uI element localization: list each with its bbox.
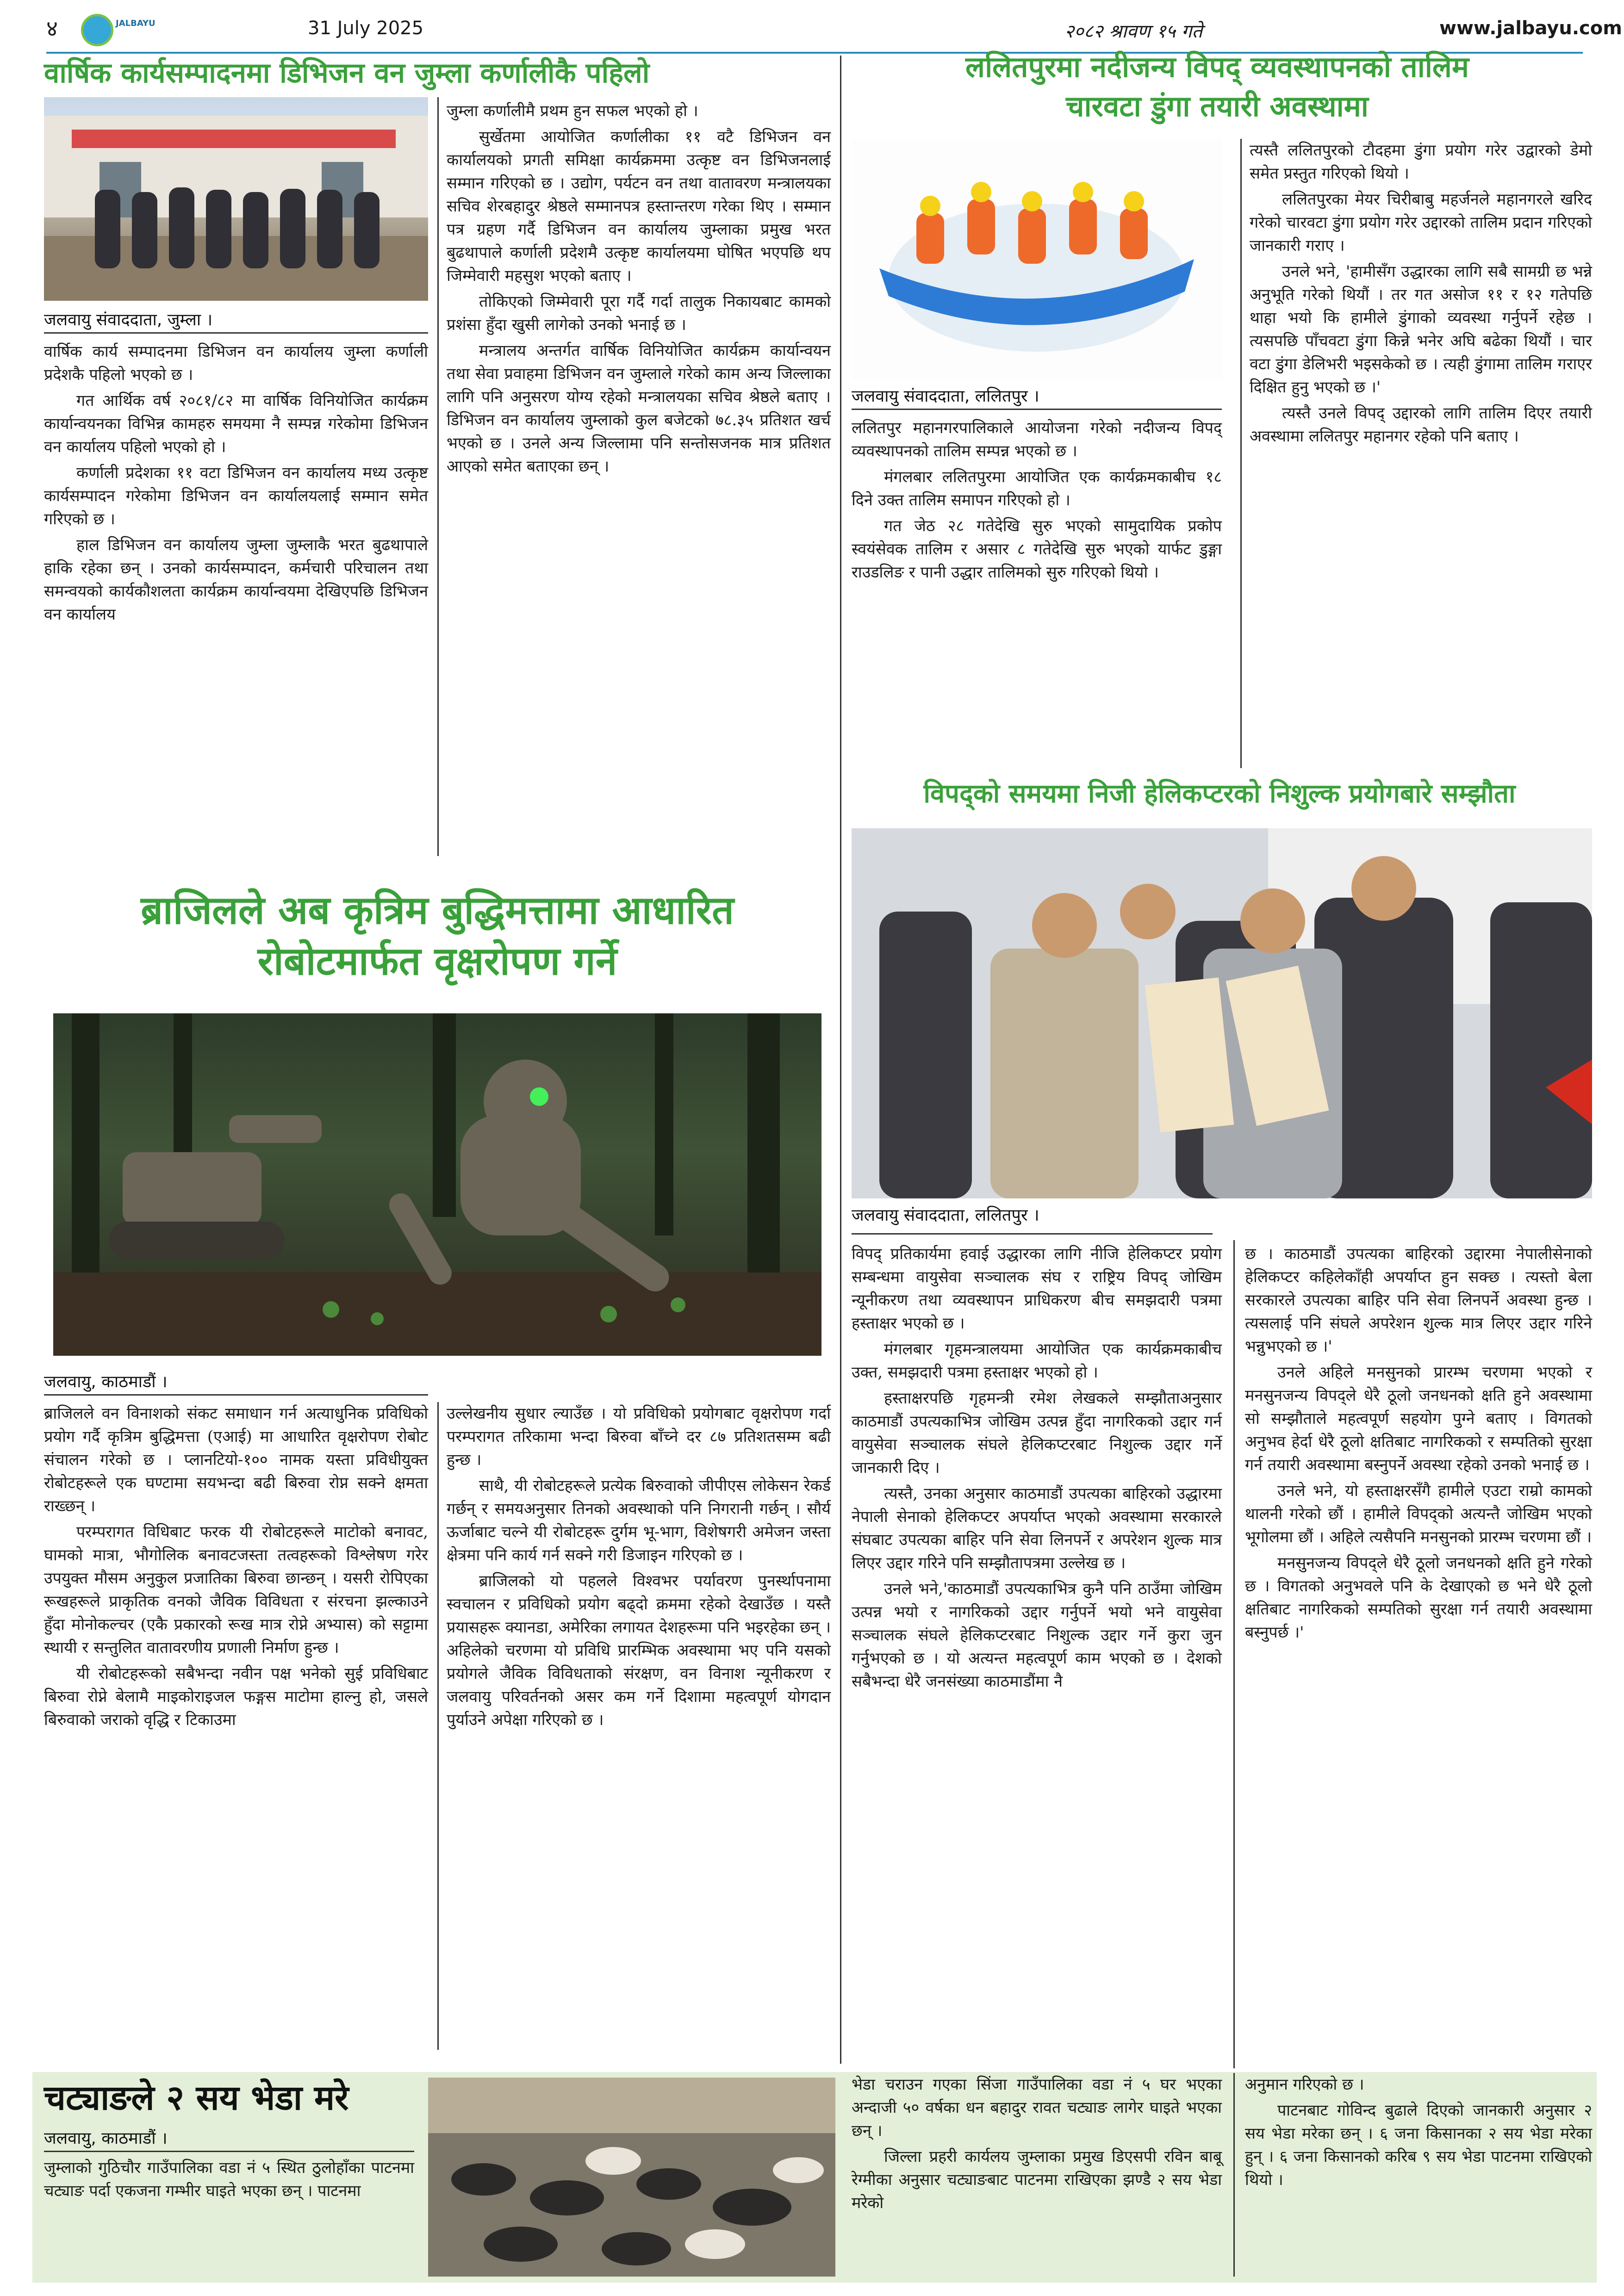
paragraph: छ । काठमाडौं उपत्यका बाहिरको उद्दारमा नेपालीसेनाको हेलिकप्टर कहिलेकाँही अपर्याप्त हुन सक्छ । त्यस्तो बेला सरकारले उपत्यका बाहिर पनि सेवा लिनपर्ने अवस्था हुन्छ । त्यसलाई पनि संघले अपरेशन शुल्क मात्र लिएर उद्दार गरिने भन्नुभएको छ ।' bbox=[1245, 1245, 1592, 1356]
paragraph: मनसुनजन्य विपद्ले धेरै ठूलो जनधनको क्षति हुने गरेको छ । विगतको अनुभवले पनि के देखाएको छ भने धेरै ठूलो क्षतिबाट नागरिकको सम्पतिको सुरक्षा गर्न तयारी अवस्थामा बस्नुपर्छ ।' bbox=[1245, 1554, 1592, 1642]
paragraph: कर्णाली प्रदेशका ११ वटा डिभिजन वन कार्यालय मध्य उत्कृष्ट कार्यसम्पादन गरेकोमा डिभिजन वन कार्यालयलाई सम्मान समेत गरिएको छ । bbox=[44, 464, 428, 528]
paragraph: अनुमान गरिएको छ । bbox=[1245, 2075, 1364, 2094]
page-number: ४ bbox=[46, 16, 58, 42]
date-en: 31 July 2025 bbox=[308, 18, 424, 39]
jalbayu-logo-icon bbox=[81, 14, 113, 46]
article1-col1 bbox=[44, 340, 428, 629]
paragraph: त्यस्तै, उनका अनुसार काठमाडौं उपत्यका बाहिरको उद्धारमा नेपाली सेनाको हेलिकप्टर अपर्याप्त भएको अवस्थामा सरकारले संघबाट उपत्यका बाहिर पनि सेवा लिनपर्ने र अपरेशन शुल्क मात्र लिएर उद्दार गरिने पनि सम्झौतापत्रमा उल्लेख छ । bbox=[852, 1484, 1222, 1572]
paragraph: उनले भने, यो हस्ताक्षरसँगै हामीले एउटा राम्रो कामको थालनी गरेको छौं । हामीले विपद्को अत्यन्तै जोखिम भएको भूगोलमा छौं । अहिले त्यसैपनि मनसुनको प्रारम्भ चरणमा छौं । bbox=[1245, 1482, 1592, 1546]
article1-col2 bbox=[447, 99, 831, 481]
article5-col1 bbox=[44, 2156, 414, 2205]
article4-byline: जलवायु, काठमाडौं । bbox=[44, 1370, 428, 1396]
paragraph: जिल्ला प्रहरी कार्यलय जुम्लाका प्रमुख डिएसपी रविन बाबू रेग्मीका अनुसार चट्याङबाट पाटनमा राखिएका झण्डै २ सय भेडा मरेको bbox=[852, 2147, 1222, 2212]
paragraph: उनले भने, 'हामीसँग उद्धारका लागि सबै सामग्री छ भन्ने अनुभूति गरेको थियौं । तर गत असोज ११ र १२ गतेपछि थाहा भयो कि हामीले डुंगाको व्यवस्था गर्नुपर्ने रहेछ । त्यसपछि पाँचवटा डुंगा किन्ने भनेर अघि बढेका थियौं । चार वटा डुंगा डेलिभरी भइसकेको छ । त्यही डुंगामा तालिम गराएर दिक्षित हुनु भएको छ ।' bbox=[1250, 262, 1592, 397]
article5-byline: जलवायु, काठमाडौं । bbox=[44, 2126, 414, 2152]
paragraph: उनले भने,'काठमाडौं उपत्यकाभित्र कुनै पनि ठाउँमा जोखिम उत्पन्न भयो र नागरिकको उद्दार गर्नुपर्ने भयो भने वायुसेवा सञ्चालक संघले हेलिकप्टरबाट निशुल्क उद्दार गर्ने कुरा जुन गर्नुभएको छ । यो अत्यन्त महत्वपूर्ण काम भएको छ । देशको सबैभन्दा धेरै जनसंख्या काठमाडौंमा नै bbox=[852, 1580, 1222, 1691]
article5-title: चट्याङले २ सय भेडा मरे bbox=[44, 2078, 349, 2118]
paragraph: यी रोबोटहरूको सबैभन्दा नवीन पक्ष भनेको सुई प्रविधिबाट बिरुवा रोप्ने बेलामै माइकोराइजल फङ्गस माटोमा हाल्नु हो, जसले बिरुवाको जराको वृद्धि र टिकाउमा bbox=[44, 1664, 428, 1729]
paragraph: ब्राजिलको यो पहलले विश्वभर पर्यावरण पुनर्स्थापनामा स्वचालन र प्रविधिको प्रयोग बढ्दो क्रममा रहेको देखाउँछ । यस्तै प्रयासहरू क्यानडा, अमेरिका लगायत देशहरूमा पनि भइरहेका छन् । अहिलेको चरणमा यो प्रविधि प्रारम्भिक अवस्थामा भए पनि यसको प्रयोगले जैविक विविधताको संरक्षण, वन विनाश न्यूनीकरण र जलवायु परिवर्तनको असर कम गर्ने दिशामा महत्वपूर्ण योगदान पुर्याउने अपेक्षा गरिएको छ । bbox=[447, 1572, 831, 1729]
byline-rule bbox=[852, 1233, 1213, 1235]
article3-photo bbox=[852, 828, 1592, 1198]
paragraph: भेडा चराउन गएका सिंजा गाउँपालिका वडा नं ५ घर भएका अन्दाजी ५० वर्षका धन बहादुर रावत चट्याङ लागेर घाइते भएका छन् । bbox=[852, 2075, 1222, 2140]
paragraph: गत आर्थिक वर्ष २०८१/८२ मा वार्षिक विनियोजित कार्यक्रम कार्यान्वयनका विभिन्न कामहरु समयमा नै सम्पन्न गरेकोमा डिभिजन वन कार्यालय पहिलो भएको हो । bbox=[44, 391, 428, 456]
paragraph: तोकिएको जिम्मेवारी पूरा गर्दै गर्दा तालुक निकायबाट कामको प्रशंसा हुँदा खुसी लागेको उनको भनाई छ । bbox=[447, 292, 831, 334]
article4-photo bbox=[53, 1013, 821, 1356]
paragraph: ललितपुरका मेयर चिरीबाबु महर्जनले महानगरले खरिद गरेको चारवटा डुंगा प्रयोग गरेर उद्दारको तालिम प्रदान गरिएको जानकारी गराए । bbox=[1250, 190, 1592, 255]
logo-text: JALBAYU bbox=[116, 19, 156, 28]
paragraph: सुर्खेतमा आयोजित कर्णालीका ११ वटै डिभिजन वन कार्यालयको प्रगती समिक्षा कार्यक्रममा उत्कृष्ट वन डिभिजनलाई सम्मान गरिएको छ । उद्योग, पर्यटन वन तथा वातावरण मन्त्रालयका सचिव शेरबहादुर श्रेष्ठले सम्मानपत्र हस्तान्तरण गरेका थिए । सम्मान पत्र ग्रहण गर्दै डिभिजन वन कार्यालय जुम्लाका प्रमुख भरत बुढथापाले कर्णाली प्रदेशमै उत्कृष्ट कार्यालयमा घोषित भएपछि थप जिम्मेवारी महसुश भएको बताए । bbox=[447, 128, 831, 285]
article3-col2 bbox=[1245, 1242, 1592, 1647]
article4-col1 bbox=[44, 1402, 428, 1734]
paragraph: वार्षिक कार्य सम्पादनमा डिभिजन वन कार्यालय जुम्ला कर्णाली प्रदेशकै पहिलो भएको छ । bbox=[44, 342, 428, 384]
paragraph: उल्लेखनीय सुधार ल्याउँछ । यो प्रविधिको प्रयोगबाट वृक्षरोपण गर्दा परम्परागत तरिकामा भन्दा बिरुवा बाँच्ने दर ८७ प्रतिशतसम्म बढी हुन्छ । bbox=[447, 1404, 831, 1469]
section-rule bbox=[840, 56, 841, 2064]
column-rule bbox=[1233, 1240, 1235, 2068]
column-rule bbox=[1233, 2073, 1235, 2277]
article5-col3 bbox=[1245, 2073, 1592, 2194]
paragraph: पाटनबाट गोविन्द बुढाले दिएको जानकारी अनुसार २ सय भेडा मरेका छन् । ६ जना किसानका २ सय भेडा मरेका हुन् । ६ जना किसानको करिब ९ सय भेडा पाटनमा राखिएको थियो । bbox=[1245, 2101, 1592, 2189]
column-rule bbox=[437, 1402, 439, 2050]
article2-title-line2: चारवटा डुंगा तयारी अवस्थामा bbox=[1066, 89, 1369, 123]
paragraph: त्यस्तै उनले विपद् उद्दारको लागि तालिम दिएर तयारी अवस्थामा ललितपुर महानगर रहेको पनि बताए । bbox=[1250, 404, 1592, 446]
article2-title-line1: ललितपुरमा नदीजन्य विपद् व्यवस्थापनको तालिम bbox=[965, 50, 1469, 84]
paragraph: परम्परागत विधिबाट फरक यी रोबोटहरूले माटोको बनावट, घामको मात्रा, भौगोलिक बनावटजस्ता तत्वहरूको विश्लेषण गरेर उपयुक्त मौसम अनुकुल प्रजातिका बिरुवा छान्छन् । यसरी रोपिएका रूखहरूले प्राकृतिक वनको जैविक विविधता र संरचना झल्काउने हुँदा मोनोकल्चर (एकै प्रकारको रूख मात्र रोप्ने अभ्यास) को सट्टामा स्थायी र सन्तुलित वातावरणीय प्रणाली निर्माण हुन्छ । bbox=[44, 1523, 428, 1657]
article3-col1 bbox=[852, 1242, 1222, 1696]
article5-col2 bbox=[852, 2073, 1222, 2217]
paragraph: मन्त्रालय अन्तर्गत वार्षिक विनियोजित कार्यक्रम कार्यान्वयन तथा सेवा प्रवाहमा डिभिजन वन जुम्लाले गरेको काम अन्य जिल्लाका लागि पनि अनुसरण योग्य रहेको मन्त्रालयका सचिव श्रेष्ठले बताए । डिभिजन वन कार्यालय जुम्लाको कुल बजेटको ७८.३५ प्रतिशत खर्च भएको छ । उनले अन्य जिल्लामा पनि सन्तोसजनक मात्र प्रतिशत आएको समेत बताएका छन् । bbox=[447, 341, 831, 476]
article2-photo bbox=[852, 139, 1222, 379]
paragraph: हाल डिभिजन वन कार्यालय जुम्ला जुम्लाकै भरत बुढथापाले हाकि रहेका छन् । उनको कार्यसम्पादन, कर्मचारी परिचालन तथा समन्वयको कार्यकौशलता कार्यक्रम कार्यान्वयमा देखिएपछि डिभिजन वन कार्यालय bbox=[44, 536, 428, 624]
article3-title: विपद्को समयमा निजी हेलिकप्टरको निशुल्क प्रयोगबारे सम्झौता bbox=[923, 779, 1516, 809]
date-np: २०८२ श्रावण १५ गते bbox=[1064, 21, 1203, 42]
article2-col1 bbox=[852, 416, 1222, 587]
website[interactable]: www.jalbayu.com bbox=[1439, 18, 1622, 39]
article4-title-line1: ब्राजिलले अब कृत्रिम बुद्धिमत्तामा आधारित bbox=[141, 887, 734, 933]
paragraph: त्यस्तै ललितपुरको टौदहमा डुंगा प्रयोग गरेर उद्वारको डेमो समेत प्रस्तुत गरिएको थियो । bbox=[1250, 141, 1592, 183]
article3-byline: जलवायु संवाददाता, ललितपुर । bbox=[852, 1206, 1039, 1225]
article2-byline: जलवायु संवाददाता, ललितपुर । bbox=[852, 384, 1222, 410]
paragraph: साथै, यी रोबोटहरूले प्रत्येक बिरुवाको जीपीएस लोकेसन रेकर्ड गर्छन् र समयअनुसार तिनको अवस्थाको पनि निगरानी गर्छन् । सौर्य ऊर्जाबाट चल्ने यी रोबोटहरू दुर्गम भू-भाग, विशेषगरी अमेजन जस्ता क्षेत्रमा पनि कार्य गर्न सक्ने गरी डिजाइन गरिएको छ । bbox=[447, 1477, 831, 1564]
paragraph: गत जेठ २८ गतेदेखि सुरु भएको सामुदायिक प्रकोप स्वयंसेवक तालिम र असार ८ गतेदेखि सुरु भएको यार्फट डुङ्गा राउडलिङ र पानी उद्धार तालिमको सुरु गरिएको थियो । bbox=[852, 517, 1222, 582]
article4-col2 bbox=[447, 1402, 831, 1734]
paragraph: हस्ताक्षरपछि गृहमन्त्री रमेश लेखकले सम्झौताअनुसार काठमाडौं उपत्यकाभित्र जोखिम उत्पन्न हुँदा नागरिकको उद्दार गर्न वायुसेवा सञ्चालक संघले हेलिकप्टरबाट निशुल्क उद्दार गर्ने जानकारी दिए । bbox=[852, 1389, 1222, 1477]
paragraph: जुम्लाको गुठिचौर गाउँपालिका वडा नं ५ स्थित ठुलोहाँका पाटनमा चट्याङ पर्दा एकजना गम्भीर घाइते भएका छन् । पाटनमा bbox=[44, 2159, 414, 2200]
article1-title: वार्षिक कार्यसम्पादनमा डिभिजन वन जुम्ला कर्णालीकै पहिलो bbox=[44, 57, 650, 89]
article1-photo bbox=[44, 97, 428, 301]
article2-col2 bbox=[1250, 139, 1592, 451]
column-rule bbox=[1240, 139, 1242, 768]
paragraph: मंगलबार ललितपुरमा आयोजित एक कार्यक्रमकाबीच १८ दिने उक्त तालिम समापन गरिएको हो । bbox=[852, 468, 1222, 509]
paragraph: विपद् प्रतिकार्यमा हवाई उद्धारका लागि नीजि हेलिकप्टर प्रयोग सम्बन्धमा वायुसेवा सञ्चालक संघ र राष्ट्रिय विपद् जोखिम न्यूनीकरण तथा व्यवस्थापन प्राधिकरण बीच समझदारी पत्रमा हस्ताक्षर भएको छ । bbox=[852, 1245, 1222, 1333]
article4-title-line2: रोबोटमार्फत वृक्षरोपण गर्ने bbox=[257, 938, 617, 984]
article5-photo bbox=[428, 2078, 835, 2277]
paragraph: जुम्ला कर्णालीमै प्रथम हुन सफल भएको हो । bbox=[447, 102, 698, 120]
article1-byline: जलवायु संवाददाता, जुम्ला । bbox=[44, 308, 428, 334]
column-rule bbox=[437, 97, 439, 856]
paragraph: ब्राजिलले वन विनाशको संकट समाधान गर्न अत्याधुनिक प्रविधिको प्रयोग गर्दै कृत्रिम बुद्धिमत्ता (एआई) मा आधारित वृक्षरोपण रोबोट संचालन गरेको छ । प्लानटियो-१०० नामक यस्ता प्रविधीयुक्त रोबोटहरूले एक घण्टामा सयभन्दा बढी बिरुवा रोप्न सक्ने क्षमता राख्छन् । bbox=[44, 1404, 428, 1515]
paragraph: ललितपुर महानगरपालिकाले आयोजना गरेको नदीजन्य विपद् व्यवस्थापनको तालिम सम्पन्न भएको छ । bbox=[852, 419, 1222, 460]
paragraph: उनले अहिले मनसुनको प्रारम्भ चरणमा भएको र मनसुनजन्य विपद्ले धेरै ठूलो जनधनको क्षति हुने अवस्थामा सो सम्झौताले महत्वपूर्ण सहयोग पुग्ने बताए । विगतको अनुभव हेर्दा धेरै ठूलो क्षतिबाट नागरिकको र सम्पतिको सुरक्षा गर्न तयारी अवस्थामा बस्नुपर्ने अवस्था रहेको उनको भनाई छ । bbox=[1245, 1363, 1592, 1474]
paragraph: मंगलबार गृहमन्त्रालयमा आयोजित एक कार्यक्रमकाबीच उक्त, समझदारी पत्रमा हस्ताक्षर भएको हो । bbox=[852, 1340, 1222, 1382]
